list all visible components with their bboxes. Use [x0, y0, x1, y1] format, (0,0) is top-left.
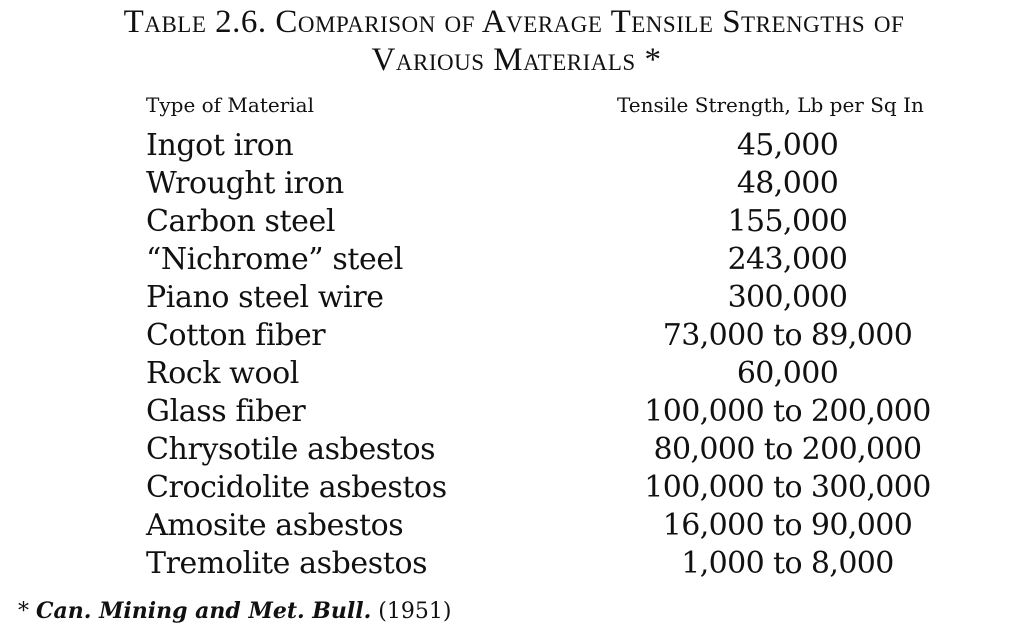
table-row: [0, 203, 1033, 241]
tensile-strength-value: 73,000 to 89,000: [662, 318, 913, 353]
material-name: Glass fiber: [146, 394, 306, 429]
tensile-strength-value: 1,000 to 8,000: [681, 546, 894, 581]
material-name: Amosite asbestos: [146, 508, 404, 543]
material-name: Rock wool: [146, 356, 299, 391]
tensile-strength-value: 60,000: [736, 356, 839, 391]
tensile-strength-value: 48,000: [736, 166, 839, 201]
table-title-line-2: Various Materials *: [371, 42, 662, 78]
tensile-strength-value: 16,000 to 90,000: [662, 508, 913, 543]
tensile-strength-value: 100,000 to 300,000: [644, 470, 931, 505]
table-row: [0, 165, 1033, 203]
table-row: [0, 507, 1033, 545]
material-name: Piano steel wire: [146, 280, 384, 315]
material-name: Wrought iron: [146, 166, 344, 201]
material-name: Cotton fiber: [146, 318, 326, 353]
table-row: [0, 393, 1033, 431]
tensile-strength-value: 45,000: [736, 128, 839, 163]
tensile-strength-value: 155,000: [727, 204, 848, 239]
material-name: Carbon steel: [146, 204, 336, 239]
tensile-strength-value: 100,000 to 200,000: [644, 394, 931, 429]
tensile-strength-value: 243,000: [727, 242, 848, 277]
tensile-strength-value: 80,000 to 200,000: [653, 432, 922, 467]
table-row: [0, 431, 1033, 469]
material-name: Chrysotile asbestos: [146, 432, 436, 467]
table-row: [0, 241, 1033, 279]
table-row: [0, 355, 1033, 393]
tensile-strength-value: 300,000: [727, 280, 848, 315]
table-row: [0, 545, 1033, 583]
table-row: [0, 317, 1033, 355]
column-header-material: Type of Material: [146, 93, 314, 117]
material-name: Tremolite asbestos: [146, 546, 428, 581]
table-row: [0, 469, 1033, 507]
material-name: “Nichrome” steel: [146, 242, 403, 277]
column-header-tensile-strength: Tensile Strength, Lb per Sq In: [617, 93, 924, 117]
material-name: Ingot iron: [146, 128, 294, 163]
footnote-marker: *: [18, 599, 36, 624]
table-row: [0, 279, 1033, 317]
table-title-line-1: Table 2.6. Comparison of Average Tensile Strengths of: [123, 4, 905, 40]
material-name: Crocidolite asbestos: [146, 470, 447, 505]
footnote-year: (1951): [371, 599, 452, 624]
table-row: [0, 127, 1033, 165]
footnote: [18, 598, 451, 624]
footnote-source: Can. Mining and Met. Bull.: [36, 598, 372, 624]
